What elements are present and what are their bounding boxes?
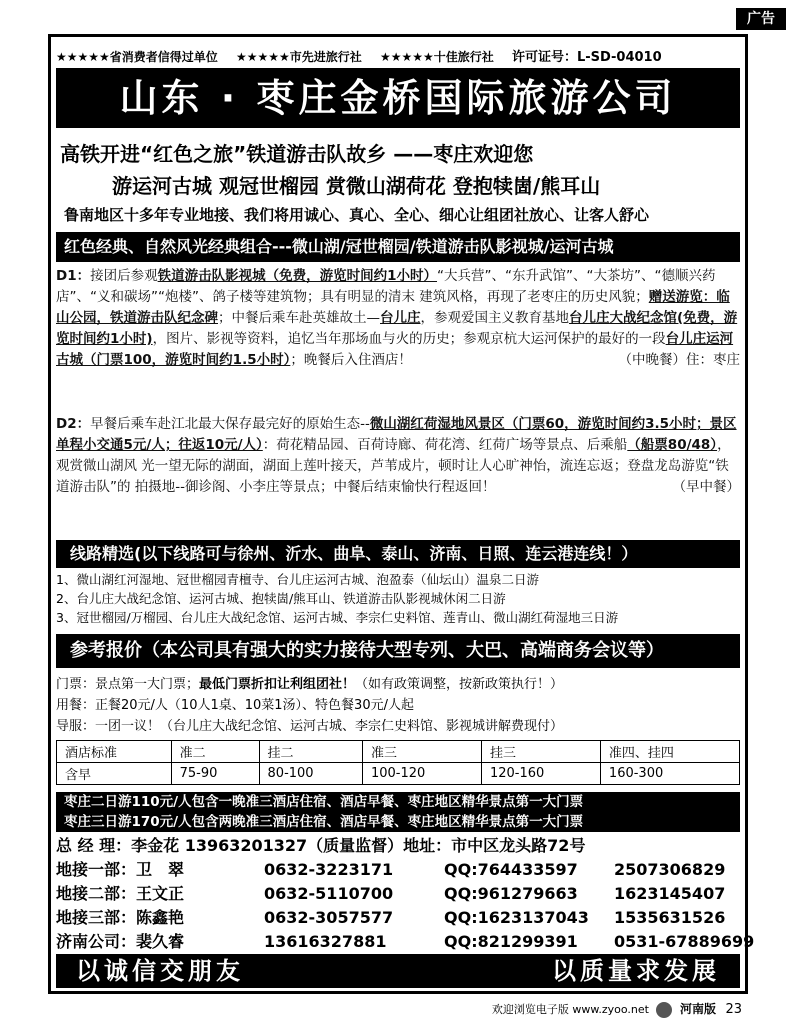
contact-row — [56, 882, 746, 906]
day-label: D1： — [56, 268, 91, 284]
slogan-headline: 高铁开进“红色之旅”铁道游击队故乡 ——枣庄欢迎您 — [60, 142, 534, 166]
contact-qq: QQ:821299391 — [444, 932, 578, 951]
motto-left: 以诚信交朋友 — [76, 957, 244, 985]
certification: ★★★★★省消费者信得过单位 — [56, 50, 218, 64]
contact-name: 地接一部：卫 翠 — [56, 860, 185, 879]
ticket-line: 门票：景点第一大门票；最低门票折扣让利组团社！（如有政策调整，按新政策执行！） — [56, 677, 564, 692]
meal-note: （早中餐） — [672, 479, 740, 495]
contact-phone: 13616327881 — [264, 932, 387, 951]
meal-line: 用餐：正餐20元/人（10人1桌、10菜1汤）、特色餐30元/人起 — [56, 698, 414, 713]
route-list — [56, 570, 746, 627]
contact-list — [56, 834, 755, 954]
certification: ★★★★★十佳旅行社 — [379, 50, 494, 64]
table-cell: 120-160 — [481, 763, 600, 785]
route-item: 1、微山湖红河湿地、冠世榴园青檀寺、台儿庄运河古城、泡盈泰（仙坛山）温泉二日游 — [56, 572, 539, 587]
motto-right: 以质量求发展 — [552, 957, 720, 985]
contact-alt: 1623145407 — [614, 884, 726, 903]
contact-row — [56, 858, 746, 882]
table-header-row — [57, 741, 740, 763]
motto-banner — [56, 954, 740, 988]
itinerary-text: ，观赏微山湖风 光一望无际的湖面，湖面上莲叶接天，芦苇成片，顿时让人心旷神怡，流连忘返；登盘龙岛游览“铁道游击队”的 拍摄地--御诊阁、小李庄等景点；中餐后结束愉快行程返回！ — [56, 437, 731, 495]
contact-qq: QQ:961279663 — [444, 884, 578, 903]
page-number: 23 — [725, 1002, 742, 1017]
contact-name: 济南公司：裴久睿 — [56, 932, 185, 951]
table-header-cell: 准二 — [171, 741, 259, 763]
itinerary-highlight: 赠送游览：临山公园，铁道游击队纪念碑 — [56, 289, 730, 326]
package-price-banner — [56, 792, 740, 832]
hotel-price-table — [56, 740, 740, 785]
itinerary-day-2 — [56, 414, 740, 498]
itinerary-text: ，参观爱国主义教育基地 — [420, 310, 569, 326]
contact-phone: 0632-3057577 — [264, 908, 394, 927]
manager-contact: 总 经 理：李金花 13963201327（质量监督）地址：市中区龙头路72号 — [56, 836, 586, 855]
contact-row — [56, 906, 746, 930]
table-header-cell: 酒店标准 — [57, 741, 172, 763]
contact-phone: 0632-5110700 — [264, 884, 394, 903]
routes-banner: 线路精选(以下线路可与徐州、沂水、曲阜、泰山、济南、日照、连云港连线！） — [56, 540, 740, 568]
itinerary-text: ；中餐后乘车赴英雄故土— — [218, 310, 380, 326]
itinerary-text: ，图片、影视等资料，追忆当年那场血与火的历史；参观京杭大运河保护的最好的一段 — [152, 331, 666, 347]
itinerary-text: 接团后参观 — [90, 268, 158, 284]
itinerary-highlight: 台儿庄运河古城（门票100，游览时间约1.5小时） — [56, 331, 734, 368]
footer-region: 河南版 — [679, 1002, 716, 1016]
guide-line: 导服：一团一议！（台儿庄大战纪念馆、运河古城、李宗仁史料馆、影视城讲解费现付） — [56, 719, 564, 734]
contact-qq: QQ:1623137043 — [444, 908, 589, 927]
certification: ★★★★★市先进旅行社 — [235, 50, 362, 64]
classic-tour-banner: 红色经典、自然风光经典组合---微山湖/冠世榴园/铁道游击队影视城/运河古城 — [56, 232, 740, 262]
table-header-cell: 挂三 — [481, 741, 600, 763]
contact-alt: 1535631526 — [614, 908, 726, 927]
contact-qq: QQ:764433597 — [444, 860, 578, 879]
itinerary-highlight: 台儿庄大战纪念馆(免费，游览时间约1小时) — [56, 310, 738, 347]
license-number: 许可证号：L-SD-04010 — [511, 50, 662, 65]
route-item: 3、冠世榴园/万榴园、台儿庄大战纪念馆、运河古城、李宗仁史料馆、莲青山、微山湖红荷湿地三日游 — [56, 610, 619, 625]
certification-row — [56, 46, 746, 66]
table-cell: 100-120 — [362, 763, 481, 785]
contact-phone: 0632-3223171 — [264, 860, 394, 879]
table-cell: 含早 — [57, 763, 172, 785]
table-cell: 160-300 — [600, 763, 739, 785]
slogan-service: 鲁南地区十多年专业地接、我们将用诚心、真心、全心、细心让组团社放心、让客人舒心 — [64, 206, 650, 224]
itinerary-day-1 — [56, 266, 740, 371]
logo-icon — [656, 1002, 672, 1018]
itinerary-text: ；晚餐后入住酒店！ — [290, 352, 412, 368]
company-title: 山东 · 枣庄金桥国际旅游公司 — [56, 68, 740, 128]
contact-alt: 0531-67889699 — [614, 932, 755, 951]
footer-site: 欢迎浏览电子版 www.zyoo.net — [491, 1003, 649, 1016]
route-item: 2、台儿庄大战纪念馆、运河古城、抱犊崮/熊耳山、铁道游击队影视城休闲二日游 — [56, 591, 506, 606]
itinerary-text: 早餐后乘车赴江北最大保存最完好的原始生态-- — [90, 416, 370, 432]
table-header-cell: 挂二 — [259, 741, 362, 763]
contact-row — [56, 930, 755, 954]
slogan-attractions: 游运河古城 观冠世榴园 赏微山湖荷花 登抱犊崮/熊耳山 — [112, 174, 601, 198]
table-row — [57, 763, 740, 785]
table-header-cell: 准四、挂四 — [600, 741, 739, 763]
table-header-cell: 准三 — [362, 741, 481, 763]
package-price-line: 枣庄三日游170元/人包含两晚准三酒店住宿、酒店早餐、枣庄地区精华景点第一大门票 — [64, 814, 584, 830]
itinerary-text: “大兵营”、“东升武馆”、“大茶坊”、“德顺兴药店”、“义和碳场”“炮楼”、鸽子楼等建筑物；具有明显的清末 建筑风格，再现了老枣庄的历史风貌； — [56, 268, 716, 305]
itinerary-highlight: 微山湖红荷湿地风景区（门票60，游览时间约3.5小时；景区单程小交通5元/人；往返10元/人） — [56, 416, 737, 453]
itinerary-highlight: （船票80/48） — [627, 437, 718, 453]
contact-name: 地接二部：王文正 — [56, 884, 185, 903]
contact-name: 地接三部：陈鑫艳 — [56, 908, 185, 927]
meal-note: （中晚餐）住：枣庄 — [618, 352, 740, 368]
page-footer — [492, 1000, 742, 1018]
table-cell: 75-90 — [171, 763, 259, 785]
day-label: D2： — [56, 416, 91, 432]
itinerary-highlight: 台儿庄 — [380, 310, 421, 326]
package-price-line: 枣庄二日游110元/人包含一晚准三酒店住宿、酒店早餐、枣庄地区精华景点第一大门票 — [64, 794, 584, 810]
ad-tag: 广告 — [736, 8, 786, 30]
contact-alt: 2507306829 — [614, 860, 726, 879]
itinerary-text: ：荷花精品园、百荷诗廊、荷花湾、红荷广场等景点、后乘船 — [262, 437, 628, 453]
table-cell: 80-100 — [259, 763, 362, 785]
itinerary-highlight: 铁道游击队影视城（免费，游览时间约1小时） — [157, 268, 438, 284]
quote-details — [56, 674, 746, 737]
quote-banner: 参考报价（本公司具有强大的实力接待大型专列、大巴、高端商务会议等） — [56, 634, 740, 668]
